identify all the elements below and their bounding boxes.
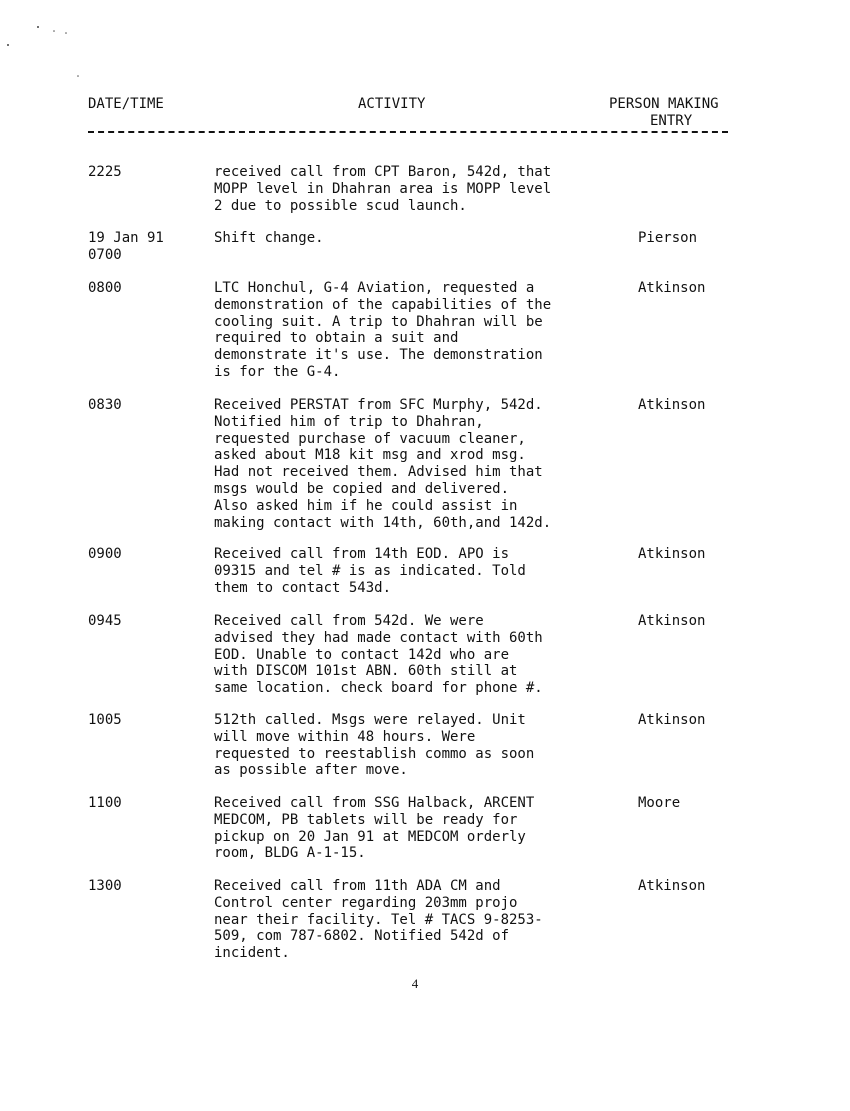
- entry-time: 0945: [88, 613, 122, 629]
- header-entry: ENTRY: [650, 113, 693, 129]
- entry-activity: 512th called. Msgs were relayed. Unit will move within 48 hours. Were requested to reestablish commo as soon as possible after move.: [214, 712, 535, 779]
- header-person-making: PERSON MAKING: [609, 96, 719, 112]
- entry-person: Atkinson: [638, 878, 706, 894]
- entry-activity: Received call from 11th ADA CM and Control center regarding 203mm projo near their facility. Tel # TACS 9-8253- 509, com 787-6802. Notified 542d of incident.: [214, 878, 543, 962]
- entry-activity: Shift change.: [214, 230, 324, 246]
- entry-person: Atkinson: [638, 613, 706, 629]
- entry-person: Atkinson: [638, 280, 706, 296]
- entry-activity: LTC Honchul, G-4 Aviation, requested a demonstration of the capabilities of the cooling suit. A trip to Dhahran will be required to obtain a suit and demonstrate it's use. The demonstration is for the G-4.: [214, 280, 552, 380]
- entry-activity: Received call from SSG Halback, ARCENT MEDCOM, PB tablets will be ready for pickup on 20 Jan 91 at MEDCOM orderly room, BLDG A-1-15.: [214, 795, 535, 862]
- header-rule: [88, 131, 728, 133]
- entry-time: 0800: [88, 280, 122, 296]
- entry-time: 2225: [88, 164, 122, 180]
- entry-time: 1100: [88, 795, 122, 811]
- entry-person: Pierson: [638, 230, 698, 246]
- entry-activity: Received call from 14th EOD. APO is 09315 and tel # is as indicated. Told them to contact 543d.: [214, 546, 526, 596]
- entry-time: 19 Jan 91 0700: [88, 230, 164, 263]
- entry-person: Atkinson: [638, 397, 706, 413]
- header-activity: ACTIVITY: [358, 96, 426, 112]
- entry-time: 1300: [88, 878, 122, 894]
- entry-activity: Received call from 542d. We were advised they had made contact with 60th EOD. Unable to contact 142d who are with DISCOM 101st ABN. 60th still at same location. check board for phone #.: [214, 613, 543, 697]
- entry-person: Atkinson: [638, 712, 706, 728]
- entry-time: 1005: [88, 712, 122, 728]
- entry-person: Moore: [638, 795, 681, 811]
- header-date-time: DATE/TIME: [88, 96, 164, 112]
- entry-time: 0900: [88, 546, 122, 562]
- entry-activity: received call from CPT Baron, 542d, that MOPP level in Dhahran area is MOPP level 2 due to possible scud launch.: [214, 164, 552, 214]
- page-number: 4: [411, 976, 419, 991]
- entry-time: 0830: [88, 397, 122, 413]
- entry-activity: Received PERSTAT from SFC Murphy, 542d. Notified him of trip to Dhahran, requested purchase of vacuum cleaner, asked about M18 kit msg and xrod msg. Had not received them. Advised him that msgs would be copied and delivered. Also asked him if he could assist in making contact with 14th, 60th,and 142d.: [214, 397, 552, 531]
- entry-person: Atkinson: [638, 546, 706, 562]
